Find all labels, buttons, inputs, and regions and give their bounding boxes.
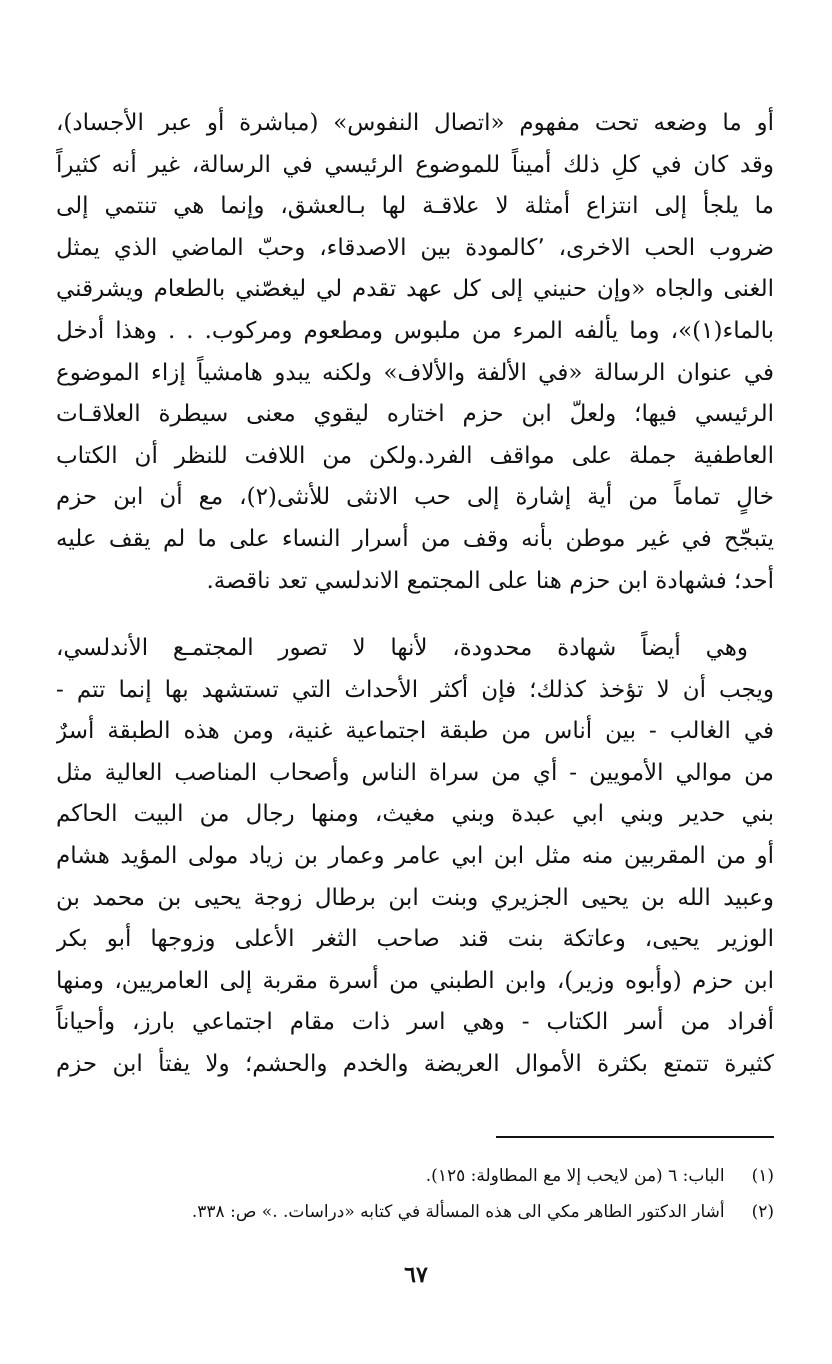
text-line: ضروب الحب الاخرى، ٬كالمودة بين الاصدقاء، وحبّ الماضي الذي يمثل	[56, 234, 774, 261]
text-line: العاطفية جملة على مواقف الفرد.ولكن من اللافت للنظر أن الكتاب	[56, 442, 774, 469]
text-line: ابن حزم (وأبوه وزير)، وابن الطبني من أسرة مقربة إلى العامريين، ومنها	[56, 967, 774, 994]
text-line: يتبجّح في غير موطن بأنه وقف من أسرار النساء على ما لم يقف عليه	[56, 525, 774, 552]
text-line: كثيرة تتمتع بكثرة الأموال العريضة والخدم والحشم؛ ولا يفتأ ابن حزم	[56, 1050, 774, 1077]
footnote-divider	[496, 1136, 774, 1138]
text-line: وقد كان في كلِ ذلك أميناً للموضوع الرئيسي في الرسالة، غير أنه كثيراً	[56, 151, 774, 178]
text-line: ما يلجأ إلى انتزاع أمثلة لا علاقـة لها بـالعشق، وإنما هي تنتمي إلى	[56, 193, 774, 220]
text-line: الرئيسي فيها؛ ولعلّ ابن حزم اختاره ليقوي معنى سيطرة العلاقـات	[56, 401, 774, 428]
page-number: ٦٧	[404, 1262, 428, 1288]
footnote-text: الباب: ٦ (من لايحب إلا مع المطاولة: ١٢٥).	[425, 1166, 725, 1186]
text-line: أحد؛ فشهادة ابن حزم هنا على المجتمع الاندلسي تعد ناقصة.	[206, 567, 774, 594]
footnote-number: (٢)	[751, 1202, 774, 1222]
footnotes	[56, 1158, 774, 1230]
text-line: ويجب أن لا تؤخذ كذلك؛ فإن أكثر الأحداث التي تستشهد بها إنما تتم -	[56, 676, 774, 703]
paragraph-1	[56, 103, 774, 602]
footnote-number: (١)	[751, 1166, 774, 1186]
text-line: أو من المقربين منه مثل ابن ابي عامر وعمار بن زياد مولى المؤيد هشام	[56, 842, 774, 869]
footnote-2	[56, 1194, 774, 1230]
text-line: في عنوان الرسالة «في الألفة والألاف» ولكنه يبدو هامشياً إزاء الموضوع	[56, 359, 774, 386]
text-line: الوزير يحيى، وعاتكة بنت قند صاحب الثغر الأعلى وزوجها أبو بكر	[56, 926, 774, 953]
text-line: من موالي الأمويين - أي من سراة الناس وأصحاب المناصب العالية مثل	[56, 759, 774, 786]
text-line: أفراد من أسر الكتاب - وهي اسر ذات مقام اجتماعي بارز، وأحياناً	[56, 1009, 774, 1036]
text-line: بني حدير وبني ابي عبدة وبني مغيث، ومنها رجال من البيت الحاكم	[56, 801, 774, 828]
text-line: الغنى والجاه «وإن حنيني إلى كل عهد تقدم لي ليغصّني بالطعام ويشرقني	[56, 276, 774, 303]
text-line: أو ما وضعه تحت مفهوم «اتصال النفوس» (مباشرة أو عبر الأجساد)،	[56, 110, 774, 136]
text-line: بالماء(١)»، وما يألفه المرء من ملبوس ومطعوم ومركوب. . . وهذا أدخل	[56, 317, 774, 344]
text-line: خالٍ تماماً من أية إشارة إلى حب الانثى للأنثى(٢)، مع أن ابن حزم	[56, 484, 774, 511]
text-line: وهي أيضاً شهادة محدودة، لأنها لا تصور المجتمـع الأندلسي،	[56, 635, 748, 661]
paragraph-2	[56, 628, 774, 1086]
footnote-1	[56, 1158, 774, 1194]
text-line: في الغالب - بين أناس من طبقة اجتماعية غنية، ومن هذه الطبقة أسرٌ	[56, 718, 774, 745]
text-line: وعبيد الله بن يحيى الجزيري وبنت ابن برطال زوجة يحيى بن محمد بن	[56, 884, 774, 911]
footnote-text: أشار الدكتور الطاهر مكي الى هذه المسألة في كتابه «دراسات. .» ص: ٣٣٨.	[191, 1202, 725, 1222]
